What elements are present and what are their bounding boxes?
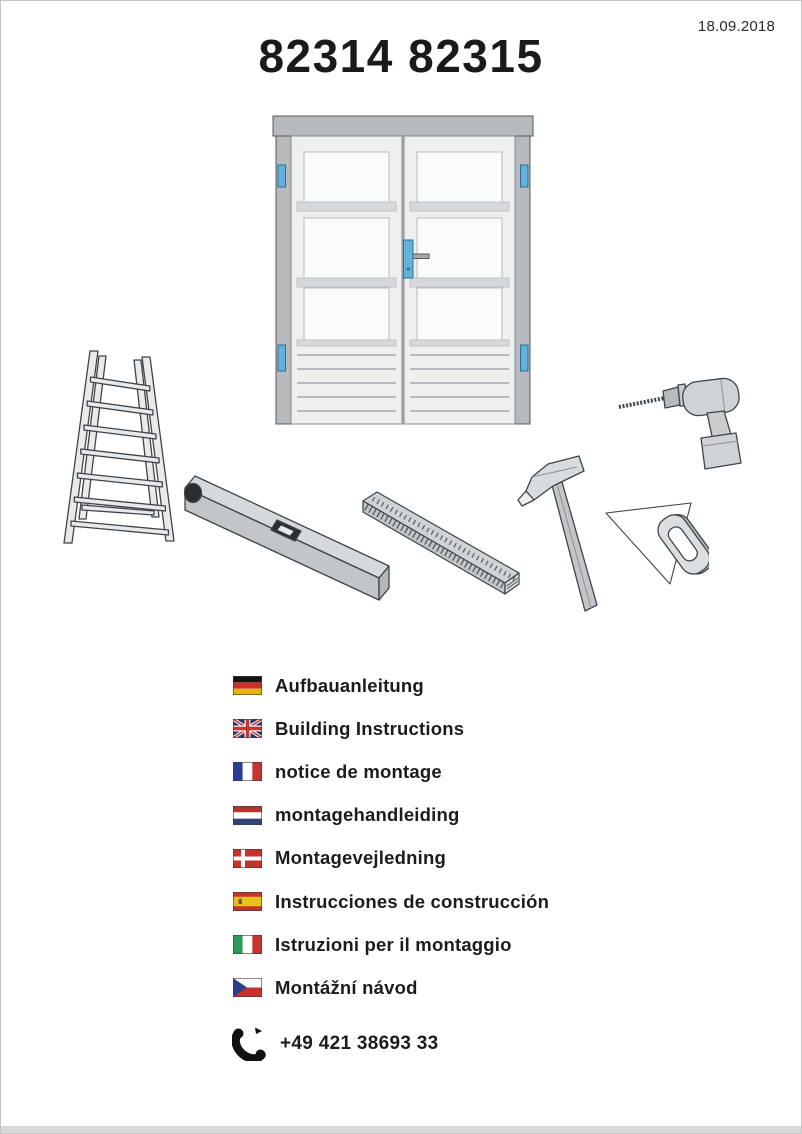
language-row-italian (233, 923, 549, 966)
flag-united-kingdom-icon (233, 719, 262, 738)
flag-france-icon (233, 762, 262, 781)
language-label: Montagevejledning (275, 847, 446, 869)
language-label: notice de montage (275, 760, 442, 782)
flag-denmark-icon (233, 849, 262, 868)
page-title: 82314 82315 (258, 30, 544, 82)
flag-germany-icon (233, 676, 262, 695)
double-door-illustration (272, 110, 534, 428)
hammer-illustration (513, 453, 615, 618)
phone-contact (232, 1027, 439, 1061)
stepladder-illustration (62, 347, 180, 549)
flag-czech-republic-icon (233, 978, 262, 997)
language-label: Montážní návod (275, 976, 418, 998)
language-row-danish (233, 837, 549, 880)
language-label: Instrucciones de construcción (275, 890, 550, 912)
flag-netherlands-icon (233, 806, 262, 825)
language-label: Istruzioni per il montaggio (275, 933, 512, 955)
handsaw-illustration (603, 497, 709, 591)
flag-italy-icon (233, 935, 262, 954)
language-label: Building Instructions (275, 717, 465, 739)
language-list (233, 664, 549, 1010)
folding-rule-illustration (357, 487, 525, 595)
language-label: Aufbauanleitung (275, 674, 424, 696)
date: 18.09.2018 (697, 18, 775, 35)
flag-spain-icon (233, 892, 262, 911)
language-row-german (233, 664, 549, 707)
language-label: montagehandleiding (275, 804, 460, 826)
cordless-drill-illustration (611, 371, 745, 473)
telephone-receiver-icon (232, 1027, 266, 1061)
language-row-dutch (233, 794, 549, 837)
language-row-french (233, 750, 549, 793)
phone-number: +49 421 38693 33 (280, 1033, 439, 1054)
bottom-bar (1, 1126, 801, 1133)
language-row-czech (233, 966, 549, 1009)
language-row-spanish (233, 880, 549, 923)
language-row-english (233, 707, 549, 750)
